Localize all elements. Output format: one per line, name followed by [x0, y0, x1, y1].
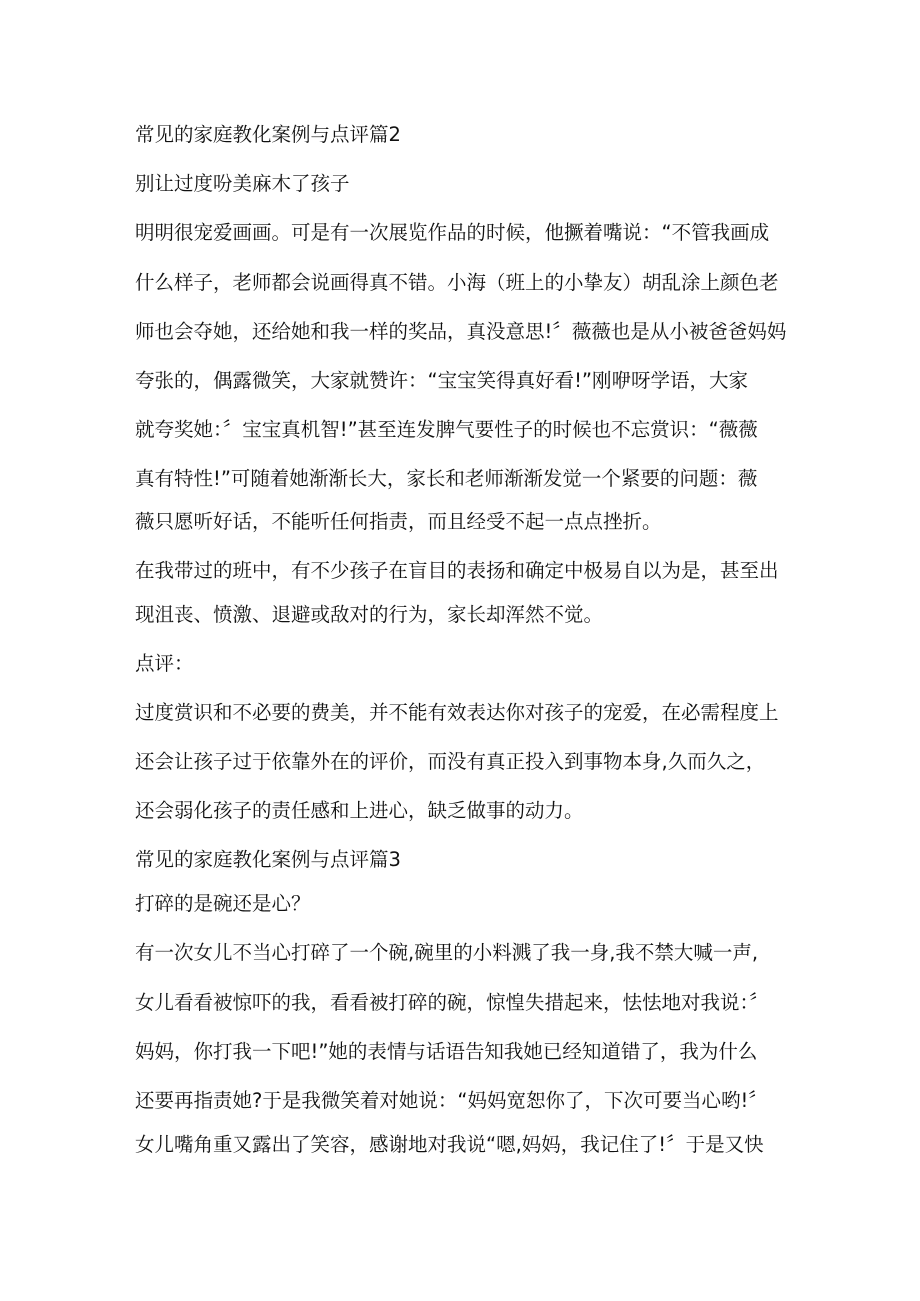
case-line-2: 什么样子，老师都会说画得真不错。小海（班上的小挚友）胡乱涂上颜色老 — [135, 271, 779, 294]
comment-line-1: 过度赏识和不必要的费美，并不能有效表达你对孩子的宠爱，在必需程度上 — [135, 701, 779, 724]
section-3-case-line-4: 还要再指责她?于是我微笑着对她说：“妈妈宽恕你了，下次可要当心哟!〞 — [135, 1089, 768, 1112]
case-line-5: 就夸奖她：〞宝宝真机智!”甚至连发脾气要性子的时候也不忘赏识：“薇薇 — [135, 418, 758, 441]
case-line-1: 明明很宠爱画画。可是有一次展览作品的时候，他撅着嘴说：“不管我画成 — [135, 221, 770, 244]
case-line-6: 真有特性!”可随着她渐渐长大，家长和老师渐渐发觉一个紧要的问题：薇 — [135, 467, 758, 490]
section-3-case-line-2: 女儿看看被惊吓的我，看看被打碎的碗，惊惶失措起来，怯怯地对我说：〞 — [135, 991, 769, 1014]
case-line-3: 师也会夺她，还给她和我一样的奖品，真没意思!〞薇薇也是从小被爸爸妈妈 — [135, 320, 787, 343]
observation-line-1: 在我带过的班中，有不少孩子在盲目的表扬和确定中极易自以为是，甚至出 — [135, 559, 779, 582]
section-2-title: 别让过度吩美麻木了孩子 — [135, 172, 350, 195]
section-3-case-line-3: 妈妈，你打我一下吧!”她的表情与话语告知我她已经知道错了，我为什么 — [135, 1040, 758, 1063]
case-line-4: 夸张的，偶露微笑，大家就赞许：“宝宝笑得真好看!”刚咿呀学语，大家 — [135, 369, 749, 392]
section-3-heading: 常见的家庭教化案例与点评篇3 — [135, 848, 401, 871]
comment-label: 点评： — [135, 652, 194, 675]
section-3-case-line-5: 女儿嘴角重又露出了笑容，感谢地对我说“嗯,妈妈，我记住了!〞于是又快 — [135, 1133, 764, 1156]
comment-line-3: 还会弱化孩子的责任感和上进心，缺乏做事的动力。 — [135, 799, 584, 822]
section-2-heading: 常见的家庭教化案例与点评篇2 — [135, 123, 401, 146]
comment-line-2: 还会让孩子过于依靠外在的评价，而没有真正投入到事物本身,久而久之， — [135, 750, 766, 773]
observation-line-2: 现沮丧、愤激、退避或敌对的行为，家长却浑然不觉。 — [135, 603, 604, 626]
section-3-title: 打碎的是碗还是心？ — [135, 892, 311, 915]
case-line-7: 薇只愿听好话，不能听任何指责，而且经受不起一点点挫折。 — [135, 510, 662, 533]
section-3-case-line-1: 有一次女儿不当心打碎了一个碗,碗里的小料溅了我一身,我不禁大喊一声, — [135, 941, 759, 964]
